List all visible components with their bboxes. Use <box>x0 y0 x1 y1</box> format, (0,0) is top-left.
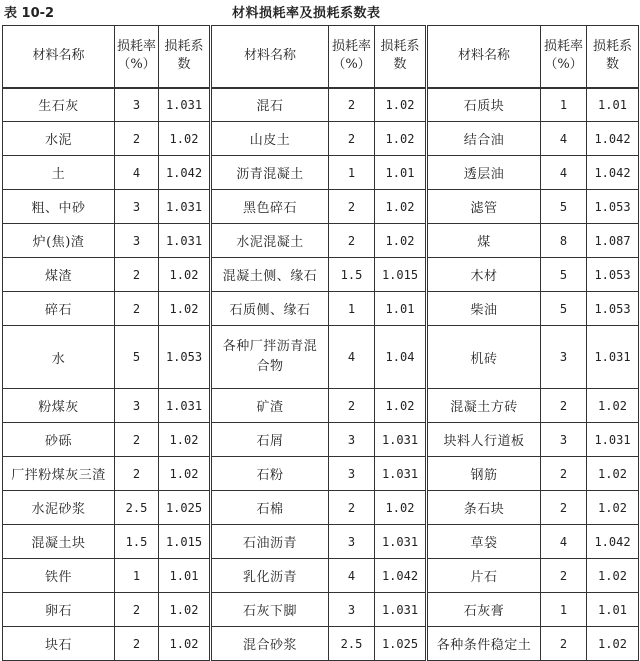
table-number: 表 10-2 <box>4 6 55 21</box>
loss-rate: 1 <box>115 559 159 593</box>
loss-coefficient: 1.015 <box>159 525 211 559</box>
loss-rate: 3 <box>541 326 587 389</box>
material-name: 生石灰 <box>3 88 115 122</box>
loss-coefficient: 1.031 <box>375 457 427 491</box>
loss-coefficient: 1.042 <box>587 122 639 156</box>
loss-rate: 2 <box>115 457 159 491</box>
material-name: 土 <box>3 156 115 190</box>
material-name: 条石块 <box>427 491 541 525</box>
loss-coefficient: 1.015 <box>375 258 427 292</box>
loss-coefficient: 1.025 <box>159 491 211 525</box>
material-name: 石质块 <box>427 88 541 122</box>
material-name: 铁件 <box>3 559 115 593</box>
loss-coefficient: 1.031 <box>159 88 211 122</box>
loss-rate: 2 <box>329 88 375 122</box>
column-header-rate: 损耗率（%） <box>541 26 587 88</box>
loss-coefficient: 1.025 <box>375 627 427 661</box>
loss-coefficient: 1.031 <box>159 389 211 423</box>
loss-rate: 2 <box>115 122 159 156</box>
material-name: 卵石 <box>3 593 115 627</box>
loss-coefficient: 1.031 <box>159 190 211 224</box>
material-name: 石棉 <box>211 491 329 525</box>
loss-coefficient: 1.02 <box>159 423 211 457</box>
material-name: 水泥混凝土 <box>211 224 329 258</box>
loss-rate: 3 <box>329 423 375 457</box>
material-name: 石灰下脚 <box>211 593 329 627</box>
loss-rate: 4 <box>115 156 159 190</box>
material-name: 石油沥青 <box>211 525 329 559</box>
table-caption <box>0 0 640 24</box>
loss-coefficient: 1.02 <box>159 258 211 292</box>
loss-rate: 2 <box>541 627 587 661</box>
material-name: 混凝土侧、缘石 <box>211 258 329 292</box>
material-name: 柴油 <box>427 292 541 326</box>
material-name: 块石 <box>3 627 115 661</box>
loss-rate: 2 <box>329 491 375 525</box>
material-name: 煤渣 <box>3 258 115 292</box>
loss-coefficient: 1.031 <box>159 224 211 258</box>
material-name: 沥青混凝土 <box>211 156 329 190</box>
loss-rate: 2 <box>329 389 375 423</box>
material-name: 乳化沥青 <box>211 559 329 593</box>
loss-coefficient: 1.031 <box>587 326 639 389</box>
loss-coefficient: 1.02 <box>159 292 211 326</box>
loss-coefficient: 1.02 <box>159 457 211 491</box>
table-title: 材料损耗率及损耗系数表 <box>232 6 381 21</box>
loss-rate: 3 <box>115 88 159 122</box>
loss-coefficient: 1.02 <box>375 122 427 156</box>
loss-coefficient: 1.042 <box>587 525 639 559</box>
loss-coefficient: 1.053 <box>587 292 639 326</box>
loss-coefficient: 1.04 <box>375 326 427 389</box>
loss-coefficient: 1.031 <box>587 423 639 457</box>
material-name: 石屑 <box>211 423 329 457</box>
loss-rate: 2 <box>115 627 159 661</box>
loss-rate: 1 <box>329 156 375 190</box>
loss-coefficient: 1.042 <box>375 559 427 593</box>
table-row <box>3 627 639 661</box>
loss-rate: 3 <box>329 593 375 627</box>
table-row <box>3 156 639 190</box>
loss-rate: 2 <box>115 292 159 326</box>
loss-rate: 4 <box>541 156 587 190</box>
loss-rate: 5 <box>115 326 159 389</box>
material-loss-table <box>2 25 639 661</box>
column-header-coef: 损耗系数 <box>159 26 211 88</box>
loss-rate: 4 <box>541 122 587 156</box>
table-row <box>3 190 639 224</box>
material-name: 水 <box>3 326 115 389</box>
material-name: 混合砂浆 <box>211 627 329 661</box>
loss-rate: 3 <box>329 457 375 491</box>
table-row <box>3 88 639 122</box>
column-header-rate: 损耗率（%） <box>115 26 159 88</box>
material-name: 草袋 <box>427 525 541 559</box>
loss-coefficient: 1.031 <box>375 593 427 627</box>
loss-coefficient: 1.042 <box>159 156 211 190</box>
table-row <box>3 491 639 525</box>
table-row <box>3 292 639 326</box>
loss-coefficient: 1.02 <box>587 627 639 661</box>
loss-coefficient: 1.01 <box>375 292 427 326</box>
table-row <box>3 593 639 627</box>
material-name: 煤 <box>427 224 541 258</box>
loss-coefficient: 1.02 <box>375 88 427 122</box>
loss-rate: 2 <box>541 491 587 525</box>
loss-coefficient: 1.02 <box>587 457 639 491</box>
loss-rate: 1 <box>541 88 587 122</box>
loss-coefficient: 1.031 <box>375 525 427 559</box>
loss-rate: 1 <box>541 593 587 627</box>
material-name: 混石 <box>211 88 329 122</box>
table-row <box>3 122 639 156</box>
loss-coefficient: 1.02 <box>587 491 639 525</box>
loss-coefficient: 1.02 <box>587 559 639 593</box>
loss-coefficient: 1.02 <box>159 627 211 661</box>
loss-rate: 3 <box>115 224 159 258</box>
loss-rate: 2 <box>115 593 159 627</box>
loss-rate: 4 <box>541 525 587 559</box>
material-name: 碎石 <box>3 292 115 326</box>
loss-coefficient: 1.042 <box>587 156 639 190</box>
loss-rate: 2.5 <box>329 627 375 661</box>
material-name: 黑色碎石 <box>211 190 329 224</box>
column-header-name: 材料名称 <box>211 26 329 88</box>
loss-rate: 1 <box>329 292 375 326</box>
loss-rate: 1.5 <box>115 525 159 559</box>
loss-rate: 4 <box>329 326 375 389</box>
loss-coefficient: 1.02 <box>375 389 427 423</box>
material-name: 各种条件稳定土 <box>427 627 541 661</box>
table-row <box>3 224 639 258</box>
loss-rate: 3 <box>329 525 375 559</box>
loss-rate: 5 <box>541 292 587 326</box>
column-header-name: 材料名称 <box>427 26 541 88</box>
loss-coefficient: 1.031 <box>375 423 427 457</box>
loss-coefficient: 1.02 <box>159 593 211 627</box>
loss-coefficient: 1.01 <box>159 559 211 593</box>
table-row <box>3 326 639 389</box>
table-row <box>3 525 639 559</box>
material-name: 片石 <box>427 559 541 593</box>
material-name: 结合油 <box>427 122 541 156</box>
material-name: 滤管 <box>427 190 541 224</box>
loss-coefficient: 1.01 <box>375 156 427 190</box>
material-name: 混凝土块 <box>3 525 115 559</box>
loss-rate: 4 <box>329 559 375 593</box>
table-row <box>3 559 639 593</box>
material-name: 混凝土方砖 <box>427 389 541 423</box>
loss-rate: 2 <box>541 559 587 593</box>
material-name: 石灰膏 <box>427 593 541 627</box>
material-name: 各种厂拌沥青混合物 <box>211 326 329 389</box>
loss-rate: 3 <box>115 389 159 423</box>
material-name: 炉(焦)渣 <box>3 224 115 258</box>
material-name: 透层油 <box>427 156 541 190</box>
material-name: 木材 <box>427 258 541 292</box>
loss-coefficient: 1.053 <box>159 326 211 389</box>
column-header-coef: 损耗系数 <box>375 26 427 88</box>
loss-rate: 5 <box>541 190 587 224</box>
loss-coefficient: 1.02 <box>375 491 427 525</box>
material-name: 机砖 <box>427 326 541 389</box>
material-name: 粉煤灰 <box>3 389 115 423</box>
material-name: 砂砾 <box>3 423 115 457</box>
material-name: 矿渣 <box>211 389 329 423</box>
loss-coefficient: 1.01 <box>587 88 639 122</box>
loss-coefficient: 1.087 <box>587 224 639 258</box>
loss-rate: 2 <box>329 224 375 258</box>
loss-rate: 5 <box>541 258 587 292</box>
loss-rate: 2 <box>115 258 159 292</box>
material-name: 粗、中砂 <box>3 190 115 224</box>
loss-coefficient: 1.02 <box>375 190 427 224</box>
material-name: 块料人行道板 <box>427 423 541 457</box>
table-row <box>3 423 639 457</box>
loss-coefficient: 1.01 <box>587 593 639 627</box>
loss-rate: 2.5 <box>115 491 159 525</box>
loss-rate: 2 <box>541 457 587 491</box>
header-row <box>3 26 639 88</box>
loss-rate: 2 <box>329 190 375 224</box>
loss-coefficient: 1.053 <box>587 190 639 224</box>
loss-rate: 1.5 <box>329 258 375 292</box>
loss-rate: 2 <box>329 122 375 156</box>
material-name: 水泥 <box>3 122 115 156</box>
material-name: 钢筋 <box>427 457 541 491</box>
material-name: 水泥砂浆 <box>3 491 115 525</box>
table-row <box>3 389 639 423</box>
loss-coefficient: 1.053 <box>587 258 639 292</box>
loss-rate: 3 <box>115 190 159 224</box>
table-row <box>3 258 639 292</box>
material-name: 石粉 <box>211 457 329 491</box>
material-name: 石质侧、缘石 <box>211 292 329 326</box>
table-row <box>3 457 639 491</box>
loss-rate: 2 <box>541 389 587 423</box>
loss-rate: 8 <box>541 224 587 258</box>
material-name: 山皮土 <box>211 122 329 156</box>
column-header-coef: 损耗系数 <box>587 26 639 88</box>
loss-rate: 2 <box>115 423 159 457</box>
loss-coefficient: 1.02 <box>159 122 211 156</box>
column-header-name: 材料名称 <box>3 26 115 88</box>
material-name: 厂拌粉煤灰三渣 <box>3 457 115 491</box>
column-header-rate: 损耗率（%） <box>329 26 375 88</box>
loss-coefficient: 1.02 <box>587 389 639 423</box>
loss-rate: 3 <box>541 423 587 457</box>
loss-coefficient: 1.02 <box>375 224 427 258</box>
